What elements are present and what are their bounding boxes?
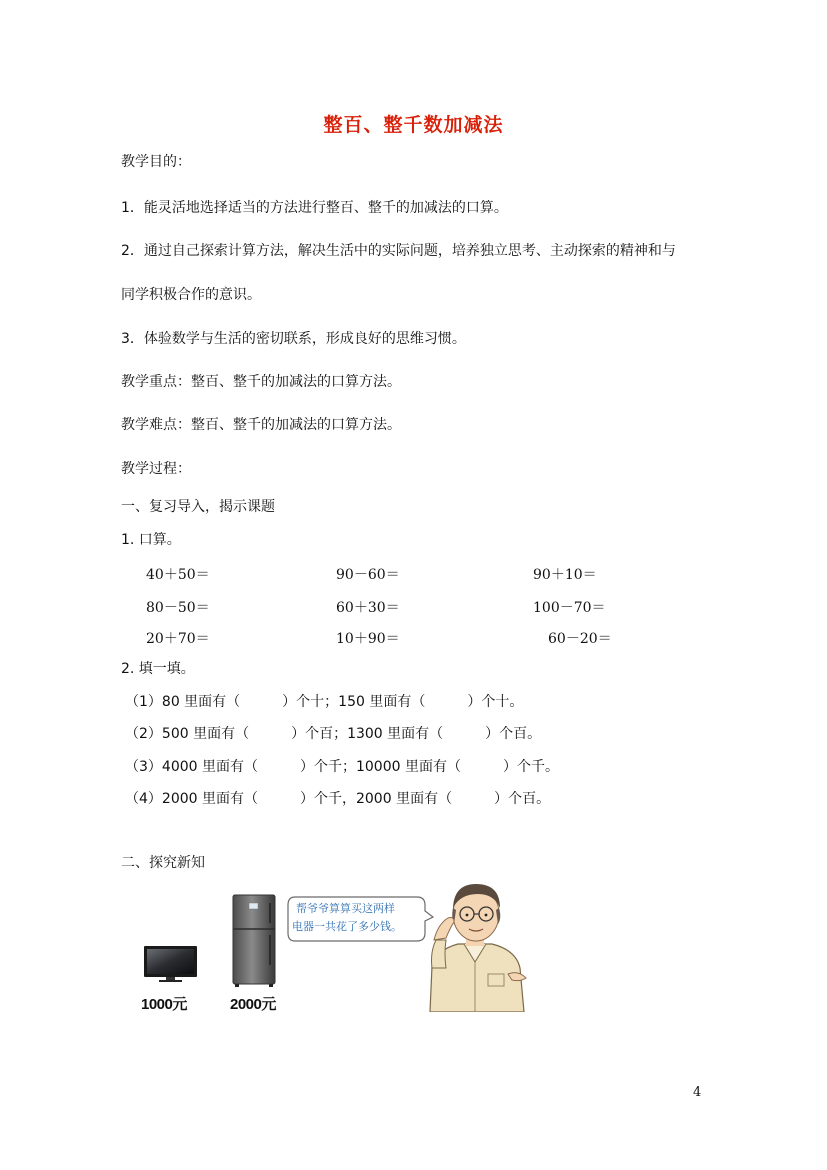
oral-item: 100－70＝ bbox=[533, 600, 606, 616]
bubble-text-line2: 电器一共花了多少钱。 bbox=[292, 920, 402, 933]
bubble-text-line1: 帮爷爷算算买这两样 bbox=[296, 902, 395, 915]
fill-item: （4）2000 里面有（ ）个千，2000 里面有（ ）个百。 bbox=[125, 791, 551, 807]
oral-item: 60＋30＝ bbox=[336, 600, 400, 616]
fridge-image bbox=[229, 893, 281, 989]
objective-1: 1．能灵活地选择适当的方法进行整百、整千的加减法的口算。 bbox=[121, 200, 508, 216]
fill-item: （3）4000 里面有（ ）个千；10000 里面有（ ）个千。 bbox=[125, 759, 559, 775]
grandpa-image bbox=[420, 878, 530, 1012]
difficulty: 教学难点：整百、整千的加减法的口算方法。 bbox=[121, 417, 401, 433]
section-1-heading: 一、复习导入，揭示课题 bbox=[121, 499, 275, 515]
oral-item: 60－20＝ bbox=[548, 631, 612, 647]
oral-heading: 1. 口算。 bbox=[121, 532, 181, 548]
oral-item: 20＋70＝ bbox=[146, 631, 210, 647]
oral-item: 10＋90＝ bbox=[336, 631, 400, 647]
objective-2-line1: 2．通过自己探索计算方法，解决生活中的实际问题，培养独立思考、主动探索的精神和与 bbox=[121, 243, 676, 259]
tv-image bbox=[140, 942, 200, 984]
oral-item: 40＋50＝ bbox=[146, 567, 210, 583]
fill-heading: 2. 填一填。 bbox=[121, 661, 195, 677]
fridge-price: 2000元 bbox=[230, 996, 276, 1013]
page-title: 整百、整千数加减法 bbox=[323, 114, 504, 136]
page-number: 4 bbox=[693, 1085, 702, 1100]
tv-price: 1000元 bbox=[141, 996, 187, 1013]
oral-item: 90－60＝ bbox=[336, 567, 400, 583]
oral-item: 80－50＝ bbox=[146, 600, 210, 616]
section-2-heading: 二、探究新知 bbox=[121, 855, 205, 871]
process-heading: 教学过程： bbox=[121, 461, 191, 477]
key-point: 教学重点：整百、整千的加减法的口算方法。 bbox=[121, 374, 401, 390]
oral-item: 90＋10＝ bbox=[533, 567, 597, 583]
objectives-heading: 教学目的： bbox=[121, 154, 191, 170]
fill-item: （1）80 里面有（ ）个十；150 里面有（ ）个十。 bbox=[125, 694, 524, 710]
objective-3: 3．体验数学与生活的密切联系，形成良好的思维习惯。 bbox=[121, 331, 466, 347]
fill-item: （2）500 里面有（ ）个百；1300 里面有（ ）个百。 bbox=[125, 726, 542, 742]
objective-2-line2: 同学积极合作的意识。 bbox=[121, 287, 261, 303]
